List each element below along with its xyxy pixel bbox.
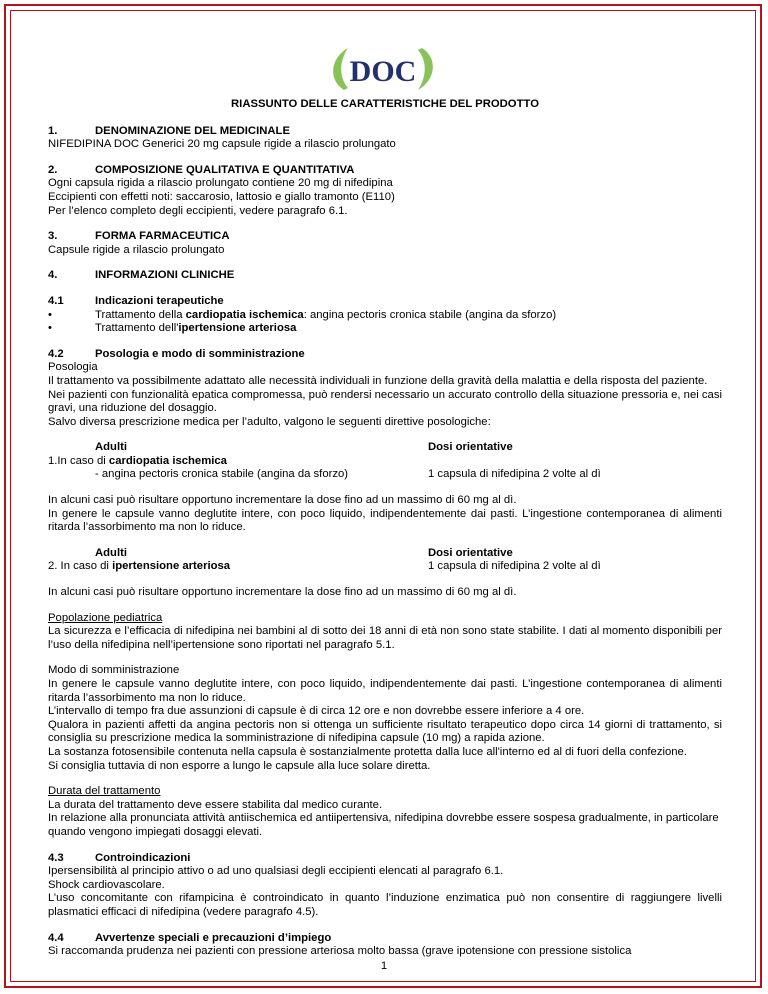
paragraph: Qualora in pazienti affetti da angina pectoris non si ottenga un sufficiente risultato terapeutico dopo circa 14 giorni di trattamento, si consiglia su prescrizione medica la somministrazione di nifedipina capsule (10 mg) a rapida azione. [48, 718, 722, 745]
subheading-pediatric: Popolazione pediatrica [48, 611, 163, 624]
paragraph: In genere le capsule vanno deglutite intere, con poco liquido, indipendentemente dai pasti. L’ingestione contemporanea di alimenti ritarda l’assorbimento ma non lo riduce. [48, 678, 722, 704]
section-2-heading: 2. COMPOSIZIONE QUALITATIVA E QUANTITATIVA [48, 163, 355, 176]
section-1-heading: 1. DENOMINAZIONE DEL MEDICINALE [48, 124, 290, 137]
logo-text: DOC [349, 55, 417, 88]
paragraph: Salvo diversa prescrizione medica per l’adulto, valgono le seguenti direttive posologiche: [48, 415, 491, 428]
list-item: • Trattamento dell'ipertensione arteriosa [48, 322, 297, 335]
section-4-heading: 4. INFORMAZIONI CLINICHE [48, 269, 235, 282]
paragraph: L’uso concomitante con rifampicina è controindicato in quanto l’induzione enzimatica può non consentire di raggiungere livelli plasmatici efficaci di nifedipina (vedere paragrafo 4.5). [48, 892, 722, 918]
paragraph: In alcuni casi può risultare opportuno incrementare la dose fino ad un massimo di 60 mg al dì. [48, 494, 517, 507]
paragraph: Nei pazienti con funzionalità epatica compromessa, può rendersi necessario un accurato controllo della situazione pressoria e, nei casi gravi, una riduzione del dosaggio. [48, 388, 722, 415]
paragraph: La durata del trattamento deve essere stabilita dal medico curante. [48, 798, 383, 811]
doc-leaf-logo [318, 40, 448, 98]
subheading-administration: Modo di somministrazione [48, 664, 180, 677]
section-4-4-heading: 4.4 Avvertenze speciali e precauzioni d’impiego [48, 931, 332, 944]
bullet-icon: • [48, 308, 52, 321]
section-1-text: NIFEDIPINA DOC Generici 20 mg capsule rigide a rilascio prolungato [48, 138, 396, 151]
paragraph: Si consiglia tuttavia di non esporre a lungo le capsule alla luce solare diretta. [48, 759, 431, 772]
page-number: 1 [380, 960, 388, 972]
left-leaf-icon [333, 48, 348, 90]
paragraph: In genere le capsule vanno deglutite intere, con poco liquido, indipendentemente dai pasti. L’ingestione contemporanea di alimenti ritarda l’assorbimento ma non lo riduce. [48, 507, 722, 534]
document-title: RIASSUNTO DELLE CARATTERISTICHE DEL PRODOTTO [231, 98, 539, 110]
right-leaf-icon [418, 48, 433, 90]
section-3-text: Capsule rigide a rilascio prolungato [48, 243, 225, 256]
dosage-table-1: Adulti Dosi orientative 1.In caso di cardiopatia ischemica - angina pectoris cronica stabile (angina da sforzo) 1 capsula di nifedipina 2 volte al dì [48, 441, 601, 481]
section-2-line: Per l’elenco completo degli eccipienti, vedere paragrafo 6.1. [48, 204, 348, 217]
paragraph: Ipersensibilità al principio attivo o ad uno qualsiasi degli eccipienti elencati al paragrafo 6.1. [48, 865, 504, 878]
section-3-heading: 3. FORMA FARMACEUTICA [48, 230, 230, 243]
subheading-posologia: Posologia [48, 361, 98, 374]
paragraph: L’intervallo di tempo fra due assunzioni di capsule è di circa 12 ore e non dovrebbe essere inferiore a 4 ore. [48, 705, 585, 718]
list-item: • Trattamento della cardiopatia ischemica: angina pectoris cronica stabile (angina da sforzo) [48, 308, 557, 321]
paragraph: In relazione alla pronunciata attività antiischemica ed antiipertensiva, nifedipina dovrebbe essere sospesa gradualmente, in particolare quando vengono impiegati dosaggi elevati. [48, 812, 719, 838]
paragraph: Si raccomanda prudenza nei pazienti con pressione arteriosa molto bassa (grave ipotensione con pressione sistolica [48, 945, 632, 958]
section-2-line: Ogni capsula rigida a rilascio prolungato contiene 20 mg di nifedipina [48, 177, 393, 190]
paragraph: Shock cardiovascolare. [48, 878, 165, 891]
dosage-table-2: Adulti Dosi orientative 2. In caso di ipertensione arteriosa 1 capsula di nifedipina 2 volte al dì [48, 546, 601, 573]
document-body [48, 98, 722, 959]
subheading-duration: Durata del trattamento [48, 785, 161, 798]
bullet-icon: • [48, 322, 52, 335]
paragraph: La sostanza fotosensibile contenuta nella capsula è sostanzialmente protetta dalla luce all'interno ed al di fuori della confezione. [48, 745, 687, 758]
paragraph: In alcuni casi può risultare opportuno incrementare la dose fino ad un massimo di 60 mg al dì. [48, 586, 517, 599]
section-4-1-heading: 4.1 Indicazioni terapeutiche [48, 294, 224, 307]
section-4-3-heading: 4.3 Controindicazioni [48, 851, 191, 864]
paragraph: La sicurezza e l’efficacia di nifedipina nei bambini al di sotto dei 18 anni di età non sono state stabilite. I dati al momento disponibili per l’uso della nifedipina nell’ipertensione sono riportati nel paragrafo 5.1. [48, 625, 722, 651]
section-2-line: Eccipienti con effetti noti: saccarosio, lattosio e giallo tramonto (E110) [48, 190, 395, 203]
paragraph: Il trattamento va possibilmente adattato alle necessità individuali in funzione della gravità della malattia e della risposta del paziente. [48, 374, 708, 387]
section-4-2-heading: 4.2 Posologia e modo di somministrazione [48, 347, 305, 360]
